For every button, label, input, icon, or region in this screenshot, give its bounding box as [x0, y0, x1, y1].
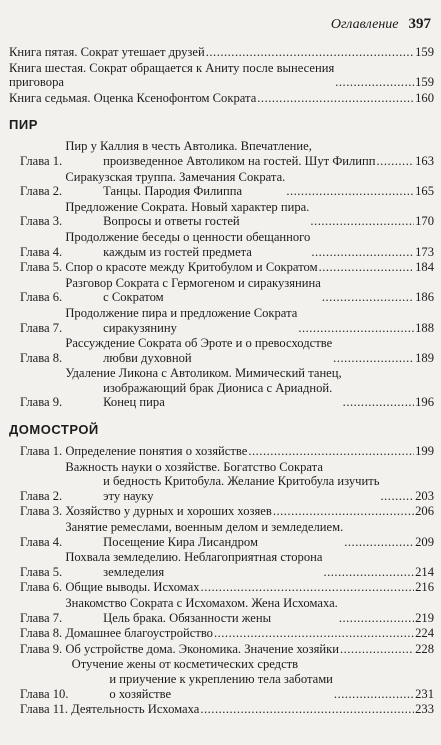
chapter-label: Глава 10.: [20, 686, 69, 701]
entry-body: [65, 336, 415, 365]
entry-page-number: 188: [415, 320, 434, 335]
chapter-entry[interactable]: [20, 306, 434, 335]
entry-title-line: Танцы. Пародия Филиппа: [103, 184, 243, 199]
chapter-entry[interactable]: [20, 642, 434, 657]
chapter-list: [9, 139, 434, 410]
chapter-entry[interactable]: [20, 230, 434, 259]
entry-body: [65, 276, 415, 305]
entry-body: [65, 504, 415, 519]
book-entry[interactable]: [9, 45, 434, 60]
chapter-label: Глава 7.: [20, 320, 63, 335]
chapter-entry[interactable]: [20, 657, 434, 701]
chapter-label: Глава 8.: [20, 350, 63, 365]
entry-body: [65, 200, 415, 229]
dot-leader: [206, 45, 414, 60]
entry-page-number: 214: [415, 564, 434, 579]
dot-leader: [286, 184, 414, 199]
entry-body: [65, 139, 415, 168]
table-of-contents: [9, 45, 434, 718]
entry-body: [65, 460, 415, 504]
section-heading: ПИР: [9, 117, 38, 133]
running-head-title: Оглавление: [330, 17, 399, 32]
chapter-label: Глава 11.: [20, 702, 69, 717]
chapter-entry[interactable]: [20, 520, 434, 549]
entry-title-line: с Сократом: [103, 290, 164, 305]
entry-title: [9, 91, 256, 106]
entry-title-line: Цель брака. Обязанности жены: [103, 610, 272, 625]
entry-title-line: любви духовной: [103, 350, 192, 365]
entry-body: [9, 91, 415, 106]
entry-body: [65, 230, 415, 259]
dot-leader: [335, 75, 414, 90]
chapter-entry[interactable]: [20, 550, 434, 579]
entry-body: [9, 61, 415, 90]
entry-title-line: Похвала земледелию. Неблагоприятная сторона: [65, 550, 323, 565]
entry-page-number: 203: [415, 488, 434, 503]
chapter-label: Глава 6.: [20, 290, 63, 305]
entry-body: [65, 596, 415, 625]
entry-page-number: 206: [415, 504, 434, 519]
chapter-entry[interactable]: [20, 139, 434, 168]
chapter-label: Глава 4.: [20, 534, 63, 549]
dot-leader: [273, 504, 414, 519]
entry-page-number: 189: [415, 350, 434, 365]
entry-title: [65, 230, 310, 259]
entry-page-number: 228: [415, 641, 434, 656]
entry-title-line: Пир у Каллия в честь Автолика. Впечатление,: [65, 139, 312, 154]
dot-leader: [339, 611, 414, 626]
entry-page-number: 160: [415, 90, 434, 105]
entry-title: [65, 596, 338, 625]
entry-title: [72, 657, 333, 701]
entry-title-line: Домашнее благоустройство: [65, 626, 213, 641]
book-entry[interactable]: [9, 91, 434, 106]
dot-leader: [343, 395, 414, 410]
dot-leader: [200, 702, 414, 717]
chapter-label: Глава 3.: [20, 504, 63, 519]
chapter-label: Глава 4.: [20, 244, 63, 259]
entry-title: [65, 336, 332, 365]
book-entry[interactable]: [9, 61, 434, 90]
entry-body: [65, 642, 415, 657]
dot-leader: [214, 626, 414, 641]
dot-leader: [377, 154, 415, 169]
entry-title: [65, 550, 322, 579]
chapter-label: Глава 7.: [20, 610, 63, 625]
entry-title-line: эту науку: [103, 488, 154, 503]
entry-title: [65, 366, 341, 410]
entry-title: [65, 200, 309, 229]
entry-page-number: 159: [415, 45, 434, 59]
entry-title-line: Рассуждение Сократа об Эроте и о превосходстве: [65, 336, 333, 351]
dot-leader: [319, 260, 415, 275]
chapter-entry[interactable]: [20, 170, 434, 199]
entry-page-number: 216: [415, 580, 434, 595]
entry-title-line: Продолжение пира и предложение Сократа: [65, 305, 298, 320]
chapter-entry[interactable]: [20, 504, 434, 519]
section-heading: ДОМОСТРОЙ: [9, 422, 99, 438]
entry-title-line: Продолжение беседы о ценности обещанного: [65, 229, 311, 244]
chapter-entry[interactable]: [20, 366, 434, 410]
chapter-entry[interactable]: [20, 596, 434, 625]
entry-title-line: Спор о красоте между Критобулом и Сократом: [65, 260, 318, 275]
entry-body: [65, 580, 415, 595]
entry-body: [65, 306, 415, 335]
dot-leader: [334, 687, 414, 702]
dot-leader: [298, 321, 414, 336]
entry-body: [65, 550, 415, 579]
chapter-label: Глава 9.: [20, 641, 63, 656]
entry-title-line: приговора: [9, 75, 64, 90]
chapter-entry[interactable]: [20, 276, 434, 305]
entry-title-line: и приучение к укреплению тела заботами: [109, 671, 333, 686]
entry-title-line: Важность науки о хозяйстве. Богатство Сократа: [65, 459, 323, 474]
dot-leader: [248, 444, 414, 459]
entry-title: [9, 61, 334, 90]
chapter-label: Глава 5.: [20, 564, 63, 579]
entry-title: [65, 580, 199, 595]
entry-title-line: Общие выводы. Исхомах: [65, 580, 200, 595]
entry-page-number: 170: [415, 214, 434, 229]
dot-leader: [310, 214, 414, 229]
chapter-entry[interactable]: [20, 460, 434, 504]
entry-title: [65, 139, 375, 168]
entry-title: [65, 460, 379, 504]
entry-title: [65, 520, 343, 549]
entry-title: [65, 504, 272, 519]
entry-title-line: Предложение Сократа. Новый характер пира.: [65, 199, 310, 214]
entry-title-line: Книга шестая. Сократ обращается к Аниту после вынесения: [9, 60, 335, 75]
running-head: [331, 16, 431, 33]
dot-leader: [311, 245, 414, 260]
entry-body: [65, 366, 415, 410]
entry-title-line: Деятельность Исхомаха: [71, 702, 200, 717]
chapter-label: Глава 8.: [20, 626, 63, 641]
dot-leader: [381, 489, 415, 504]
entry-body: [65, 520, 415, 549]
dot-leader: [340, 642, 414, 657]
entry-title-line: Сиракузская труппа. Замечания Сократа.: [65, 169, 286, 184]
chapter-entry[interactable]: [20, 626, 434, 641]
entry-title-line: изображающий брак Диониса с Ариадной.: [103, 380, 333, 395]
dot-leader: [201, 580, 415, 595]
chapter-entry[interactable]: [20, 200, 434, 229]
entry-title: [65, 626, 213, 641]
chapter-entry[interactable]: [20, 336, 434, 365]
entry-title-line: Вопросы и ответы гостей: [103, 214, 240, 229]
entry-body: [65, 444, 415, 459]
chapter-label: Глава 1.: [20, 444, 63, 459]
chapter-entry[interactable]: [20, 702, 434, 717]
entry-page-number: 231: [415, 686, 434, 701]
entry-title-line: Книга пятая. Сократ утешает друзей: [9, 45, 205, 59]
chapter-entry[interactable]: [20, 444, 434, 459]
dot-leader: [323, 565, 414, 580]
dot-leader: [257, 91, 414, 106]
entry-title-line: о хозяйстве: [109, 686, 172, 701]
entry-title-line: каждым из гостей предмета: [103, 244, 252, 259]
entry-body: [72, 657, 415, 701]
entry-title: [65, 642, 339, 657]
entry-title-line: Книга седьмая. Оценка Ксенофонтом Сократа: [9, 90, 257, 105]
entry-title-line: Разговор Сократа с Гермогеном и сиракузянина: [65, 275, 321, 290]
entry-title-line: Конец пира: [103, 395, 165, 410]
entry-title-line: земледелия: [103, 564, 165, 579]
entry-title-line: Посещение Кира Лисандром: [103, 534, 258, 549]
entry-page-number: 199: [415, 444, 434, 459]
entry-page-number: 219: [415, 610, 434, 625]
chapter-label: Глава 6.: [20, 580, 63, 595]
entry-body: [65, 626, 415, 641]
chapter-label: Глава 2.: [20, 184, 63, 199]
entry-page-number: 209: [415, 534, 434, 549]
entry-title-line: Знакомство Сократа с Исхомахом. Жена Исхомаха.: [65, 596, 338, 610]
chapter-label: Глава 1.: [20, 153, 63, 168]
entry-title-line: произведенное Автоликом на гостей. Шут Филипп: [103, 153, 376, 168]
entry-page-number: 224: [415, 626, 434, 641]
entry-title: [65, 306, 297, 335]
entry-page-number: 159: [415, 75, 434, 90]
entry-page-number: 163: [415, 153, 434, 168]
page-number: 397: [408, 16, 431, 32]
entry-title: [65, 260, 317, 275]
chapter-entry[interactable]: [20, 260, 434, 275]
chapter-label: Глава 3.: [20, 214, 63, 229]
entry-body: [71, 702, 415, 717]
dot-leader: [344, 535, 414, 550]
chapter-label: Глава 2.: [20, 488, 63, 503]
entry-body: [65, 260, 415, 275]
entry-title-line: Об устройстве дома. Экономика. Значение хозяйки: [65, 641, 339, 656]
entry-title: [9, 45, 205, 60]
entry-title-line: и бедность Критобула. Желание Критобула изучить: [103, 474, 380, 489]
chapter-entry[interactable]: [20, 580, 434, 595]
entry-page-number: 196: [415, 395, 434, 410]
entry-title: [65, 276, 321, 305]
entry-title-line: Отучение жены от косметических средств: [71, 657, 299, 672]
entry-title-line: Определение понятия о хозяйстве: [65, 444, 248, 459]
dot-leader: [333, 351, 414, 366]
entry-page-number: 173: [415, 244, 434, 259]
entry-title-line: сиракузянину: [103, 320, 177, 335]
entry-page-number: 165: [415, 184, 434, 199]
entry-title-line: Хозяйство у дурных и хороших хозяев: [65, 504, 272, 519]
entry-title: [71, 702, 199, 717]
chapter-label: Глава 9.: [20, 395, 63, 410]
entry-title-line: Удаление Ликона с Автоликом. Мимический танец,: [65, 366, 342, 381]
chapter-list: [9, 444, 434, 717]
entry-body: [9, 45, 415, 60]
entry-body: [65, 170, 415, 199]
entry-title: [65, 444, 247, 459]
dot-leader: [322, 290, 414, 305]
entry-page-number: 184: [415, 260, 434, 275]
entry-page-number: 233: [415, 702, 434, 717]
entry-title-line: Занятие ремеслами, военным делом и земледелием.: [65, 520, 344, 535]
entry-page-number: 186: [415, 290, 434, 305]
entry-title: [65, 170, 285, 199]
chapter-label: Глава 5.: [20, 260, 63, 275]
